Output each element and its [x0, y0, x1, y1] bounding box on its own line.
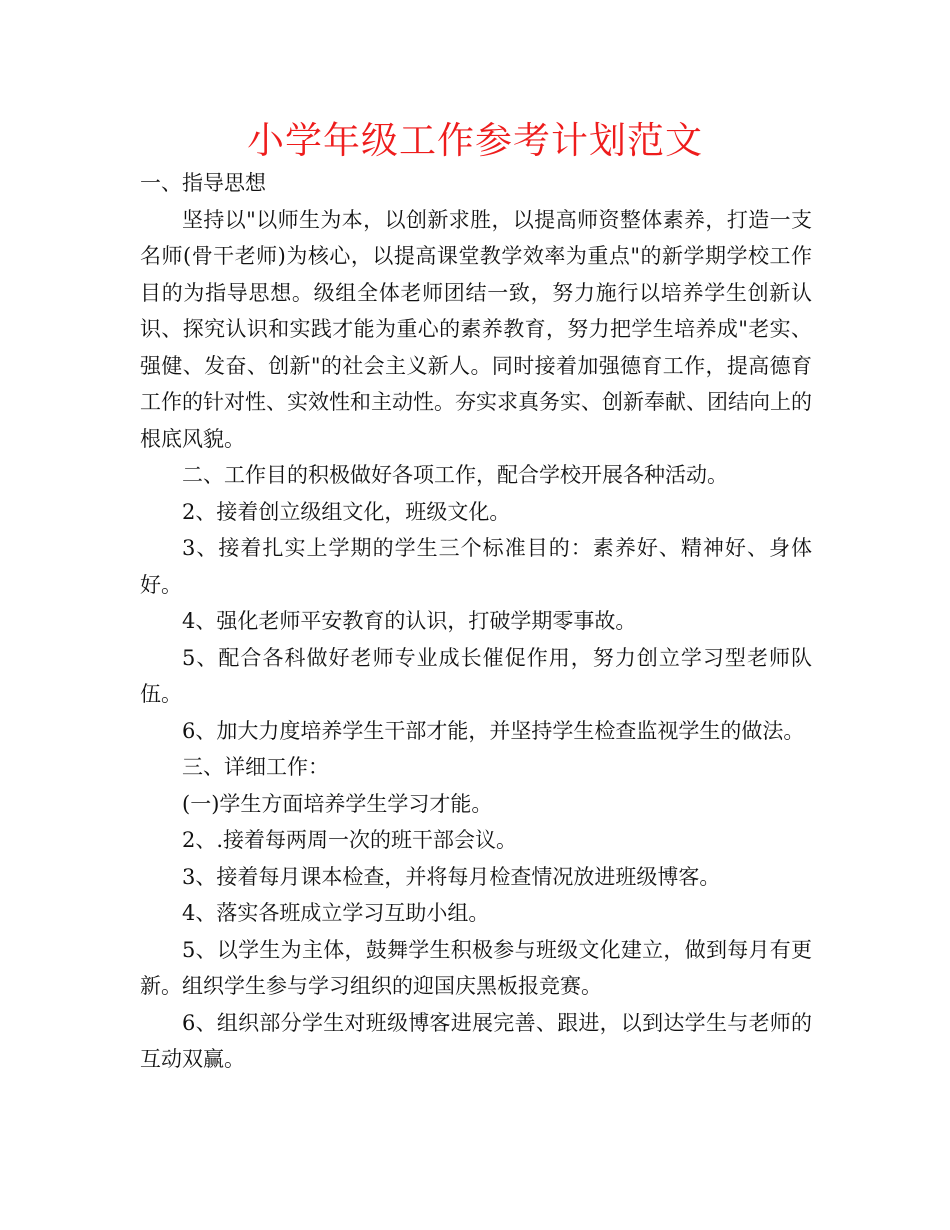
paragraph-work-goals: 二、工作目的积极做好各项工作，配合学校开展各种活动。: [182, 463, 728, 487]
section-heading-guiding-ideology: 一、指导思想: [140, 171, 266, 195]
paragraph-item-3-standards: 3、接着扎实上学期的学生三个标准目的：素养好、精神好、身体好。: [140, 536, 812, 597]
paragraph-class-blog: 6、组织部分学生对班级博客进展完善、跟进，以到达学生与老师的互动双赢。: [140, 1010, 812, 1071]
paragraph-item-5-teacher-growth: 5、配合各科做好老师专业成长催促作用，努力创立学习型老师队伍。: [140, 645, 812, 706]
paragraph-detailed-work-heading: 三、详细工作：: [182, 755, 329, 779]
paragraph-student-aspect: (一)学生方面培养学生学习才能。: [182, 791, 493, 816]
document-title: 小学年级工作参考计划范文: [247, 119, 703, 162]
paragraph-study-groups: 4、落实各班成立学习互助小组。: [182, 901, 490, 925]
paragraph-cadre-meeting: 2、.接着每两周一次的班干部会议。: [182, 828, 518, 852]
paragraph-item-4-safety: 4、强化老师平安教育的认识，打破学期零事故。: [182, 609, 637, 633]
paragraph-item-6-student-cadres: 6、加大力度培养学生干部才能，并坚持学生检查监视学生的做法。: [182, 718, 805, 743]
paragraph-class-culture: 5、以学生为主体，鼓舞学生积极参与班级文化建立，做到每月有更新。组织学生参与学习组织的迎国庆黑板报竞赛。: [140, 937, 812, 998]
paragraph-item-2-culture: 2、接着创立级组文化，班级文化。: [182, 499, 511, 524]
paragraph-guiding-ideology: 坚持以"以师生为本，以创新求胜，以提高师资整体素养，打造一支名师(骨干老师)为核心，以提高课堂教学效率为重点"的新学期学校工作目的为指导思想。级组全体老师团结一致，努力施行以培养学生创新认识、探究认识和实践才能为重心的素养教育，努力把学生培养成"老实、强健、发奋、创新"的社会主义新人。同时接着加强德育工作，提高德育工作的针对性、实效性和主动性。夯实求真务实、创新奉献、团结向上的根底风貌。: [140, 207, 812, 451]
paragraph-textbook-check: 3、接着每月课本检查，并将每月检查情况放进班级博客。: [182, 864, 721, 889]
document-body: [140, 165, 812, 1078]
